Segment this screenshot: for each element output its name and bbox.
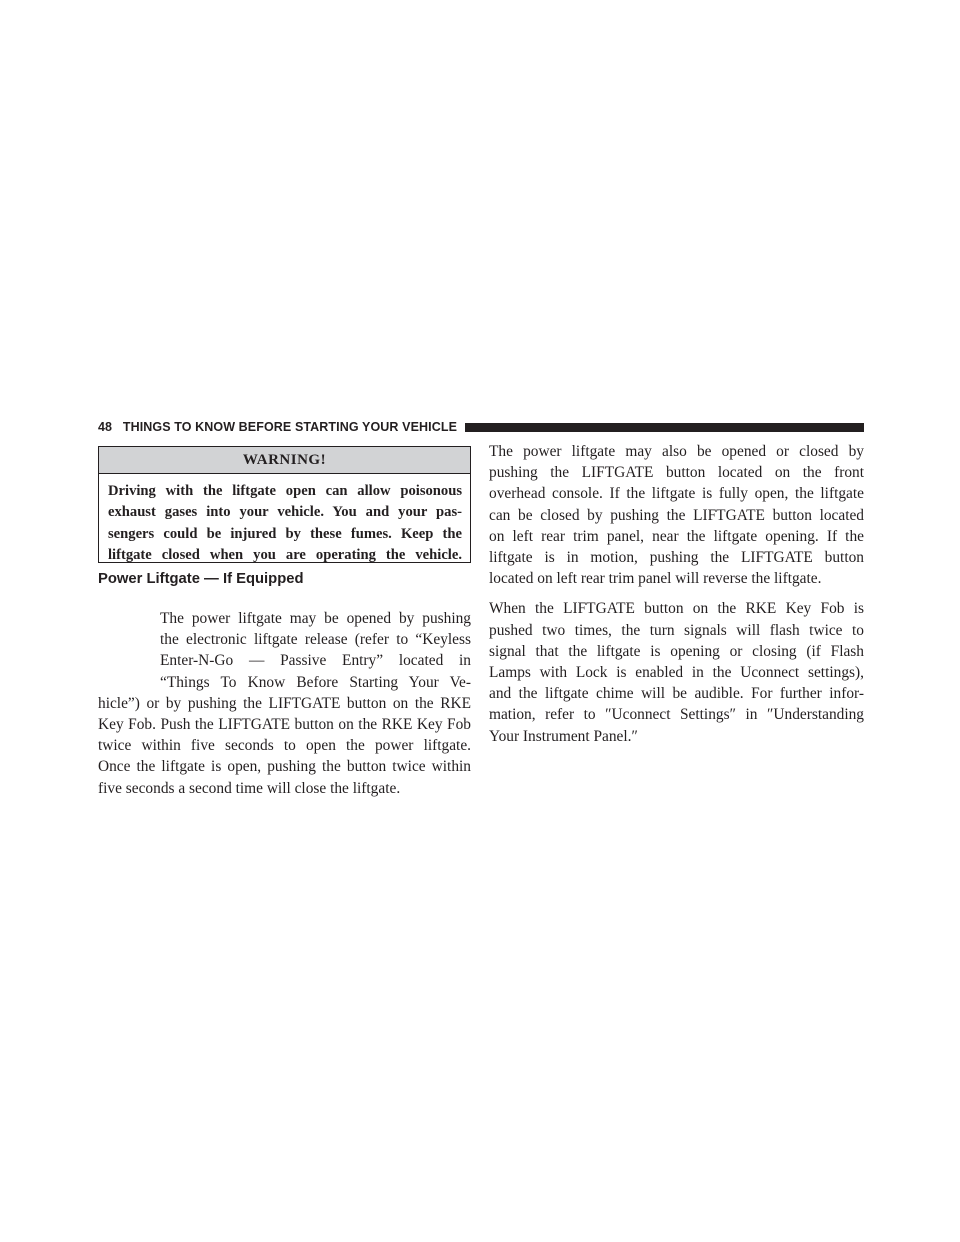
header-rule — [465, 423, 864, 432]
paragraph-line: Lamps with Lock is enabled in the Uconnect settings), — [489, 664, 864, 682]
paragraph-line: signal that the liftgate is opening or closing (if Flash — [489, 642, 864, 660]
warning-line: sengers could be injured by these fumes. Keep the — [108, 525, 462, 542]
right-column — [489, 441, 864, 747]
warning-line: exhaust gases into your vehicle. You and your pas- — [108, 504, 462, 521]
paragraph-line: five seconds a second time will close the liftgate. — [98, 779, 401, 797]
paragraph-line: The power liftgate may be opened by pushing — [160, 610, 471, 627]
page-number: 48 — [98, 420, 113, 434]
warning-body — [99, 474, 470, 566]
key-fob-paragraph — [489, 598, 864, 746]
power-liftgate-paragraph — [98, 608, 471, 799]
paragraph-line: Enter-N-Go — Passive Entry” located in — [160, 652, 471, 670]
section-heading: Power Liftgate — If Equipped — [98, 571, 304, 587]
warning-line: Driving with the liftgate open can allow poisonous — [108, 483, 462, 499]
paragraph-line: located on left rear trim panel will reverse the liftgate. — [489, 570, 822, 588]
paragraph-line: and the liftgate chime will be audible. For further infor- — [489, 685, 864, 703]
paragraph-line: Key Fob. Push the LIFTGATE button on the RKE Key Fob — [98, 716, 471, 734]
page-header-text — [98, 420, 465, 434]
paragraph-line: on left rear trim panel, near the liftgate opening. If the — [489, 527, 864, 545]
paragraph-line: overhead console. If the liftgate is fully open, the liftgate — [489, 485, 864, 503]
paragraph-line: mation, refer to ″Uconnect Settings″ in ″Understanding — [489, 706, 864, 724]
paragraph-line: pushing the LIFTGATE button located on the front — [489, 464, 864, 482]
paragraph-line: the electronic liftgate release (refer to “Keyless — [160, 631, 471, 649]
paragraph-line: pushed two times, the turn signals will flash twice to — [489, 621, 864, 639]
paragraph-line: can be closed by pushing the LIFTGATE button located — [489, 506, 864, 524]
paragraph-line: liftgate is in motion, pushing the LIFTGATE button — [489, 549, 864, 567]
paragraph-line: Once the liftgate is open, pushing the button twice within — [98, 758, 471, 776]
paragraph-line: “Things To Know Before Starting Your Ve- — [160, 673, 471, 691]
front-console-paragraph — [489, 441, 864, 589]
warning-line: liftgate closed when you are operating the vehicle. — [108, 546, 462, 563]
page-header — [98, 417, 864, 437]
paragraph-line: hicle”) or by pushing the LIFTGATE button on the RKE — [98, 694, 471, 712]
paragraph-line: Your Instrument Panel.″ — [489, 727, 638, 745]
chapter-title: THINGS TO KNOW BEFORE STARTING YOUR VEHICLE — [122, 420, 458, 434]
paragraph-line: The power liftgate may also be opened or closed by — [489, 443, 864, 460]
warning-title: WARNING! — [99, 447, 470, 474]
warning-box — [98, 446, 471, 563]
paragraph-line: twice within five seconds to open the power liftgate. — [98, 737, 471, 755]
paragraph-line: When the LIFTGATE button on the RKE Key Fob is — [489, 600, 864, 618]
